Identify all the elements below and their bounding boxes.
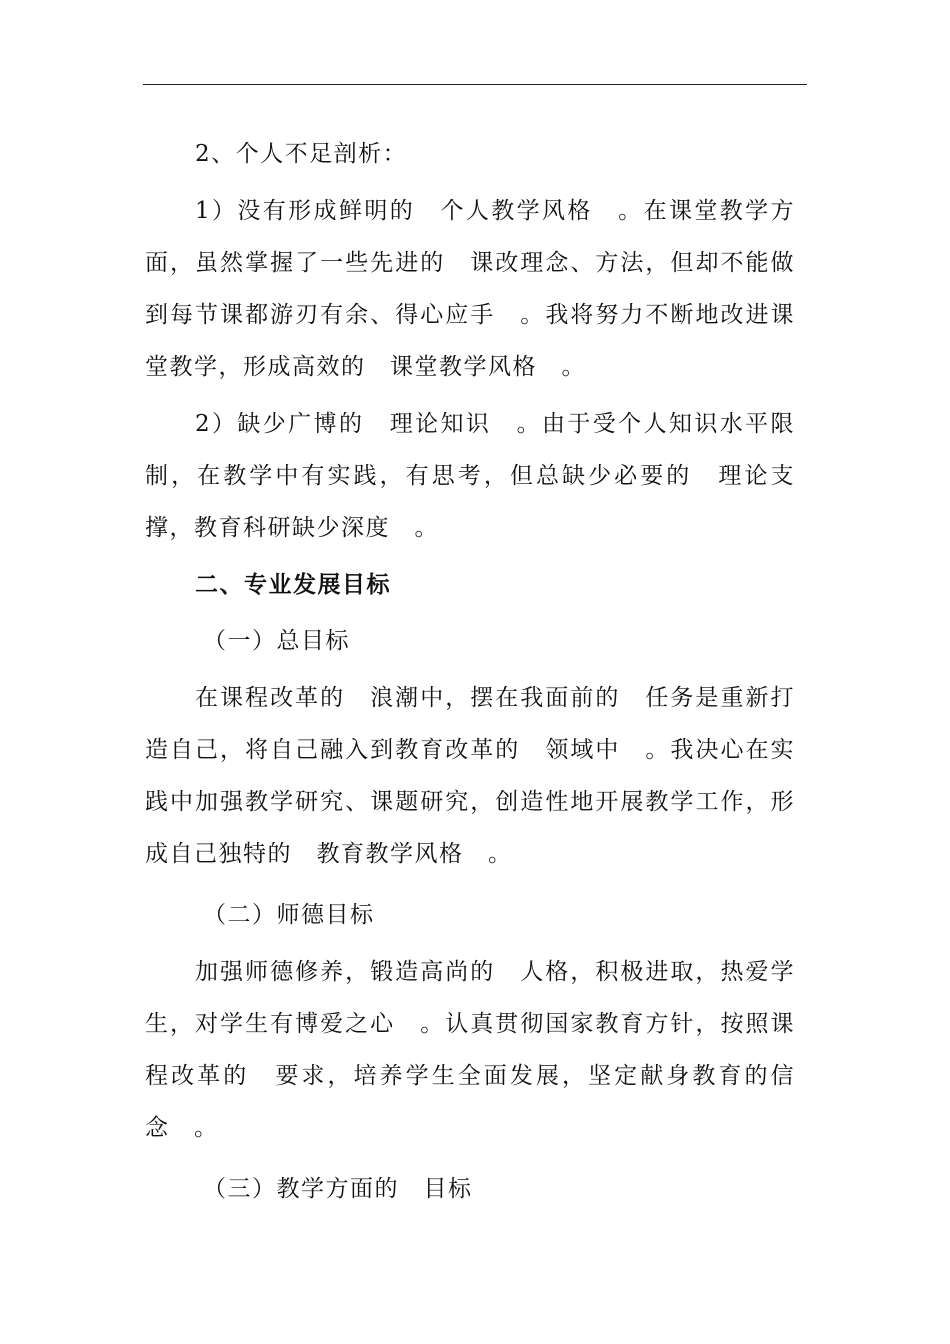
paragraph-ethics-goal: 加强师德修养，锻造高尚的 人格，积极进取，热爱学生，对学生有博爱之心 。认真贯彻国家教育方针，按照课程改革的 要求，培养学生全面发展，坚定献身教育的信念 。 <box>145 959 795 1141</box>
subheading-ethics-goal: （二）师德目标 <box>203 902 375 928</box>
subheading-overall-goal: （一）总目标 <box>203 628 350 654</box>
paragraph-overall-goal: 在课程改革的 浪潮中，摆在我面前的 任务是重新打造自己，将自己融入到教育改革的 领域中 。我决心在实践中加强教学研究、课题研究，创造性地开展教学工作，形成自己独特的 教育教学风格 。 <box>145 685 795 867</box>
document-body <box>145 128 795 1215</box>
subheading-teaching-goal: （三）教学方面的 目标 <box>203 1176 473 1202</box>
paragraph-teaching-style: 1）没有形成鲜明的 个人教学风格 。在课堂教学方面，虽然掌握了一些先进的 课改理念、方法，但却不能做到每节课都游刃有余、得心应手 。我将努力不断地改进课堂教学，形成高效的 课堂教学风格 。 <box>145 198 795 380</box>
header-rule <box>143 84 807 85</box>
subsection-title-deficiencies: 2、个人不足剖析： <box>195 141 408 167</box>
section-heading-goals: 二、专业发展目标 <box>195 572 391 598</box>
paragraph-theory-knowledge: 2）缺少广博的 理论知识 。由于受个人知识水平限制，在教学中有实践，有思考，但总缺少必要的 理论支撑，教育科研缺少深度 。 <box>145 411 795 541</box>
